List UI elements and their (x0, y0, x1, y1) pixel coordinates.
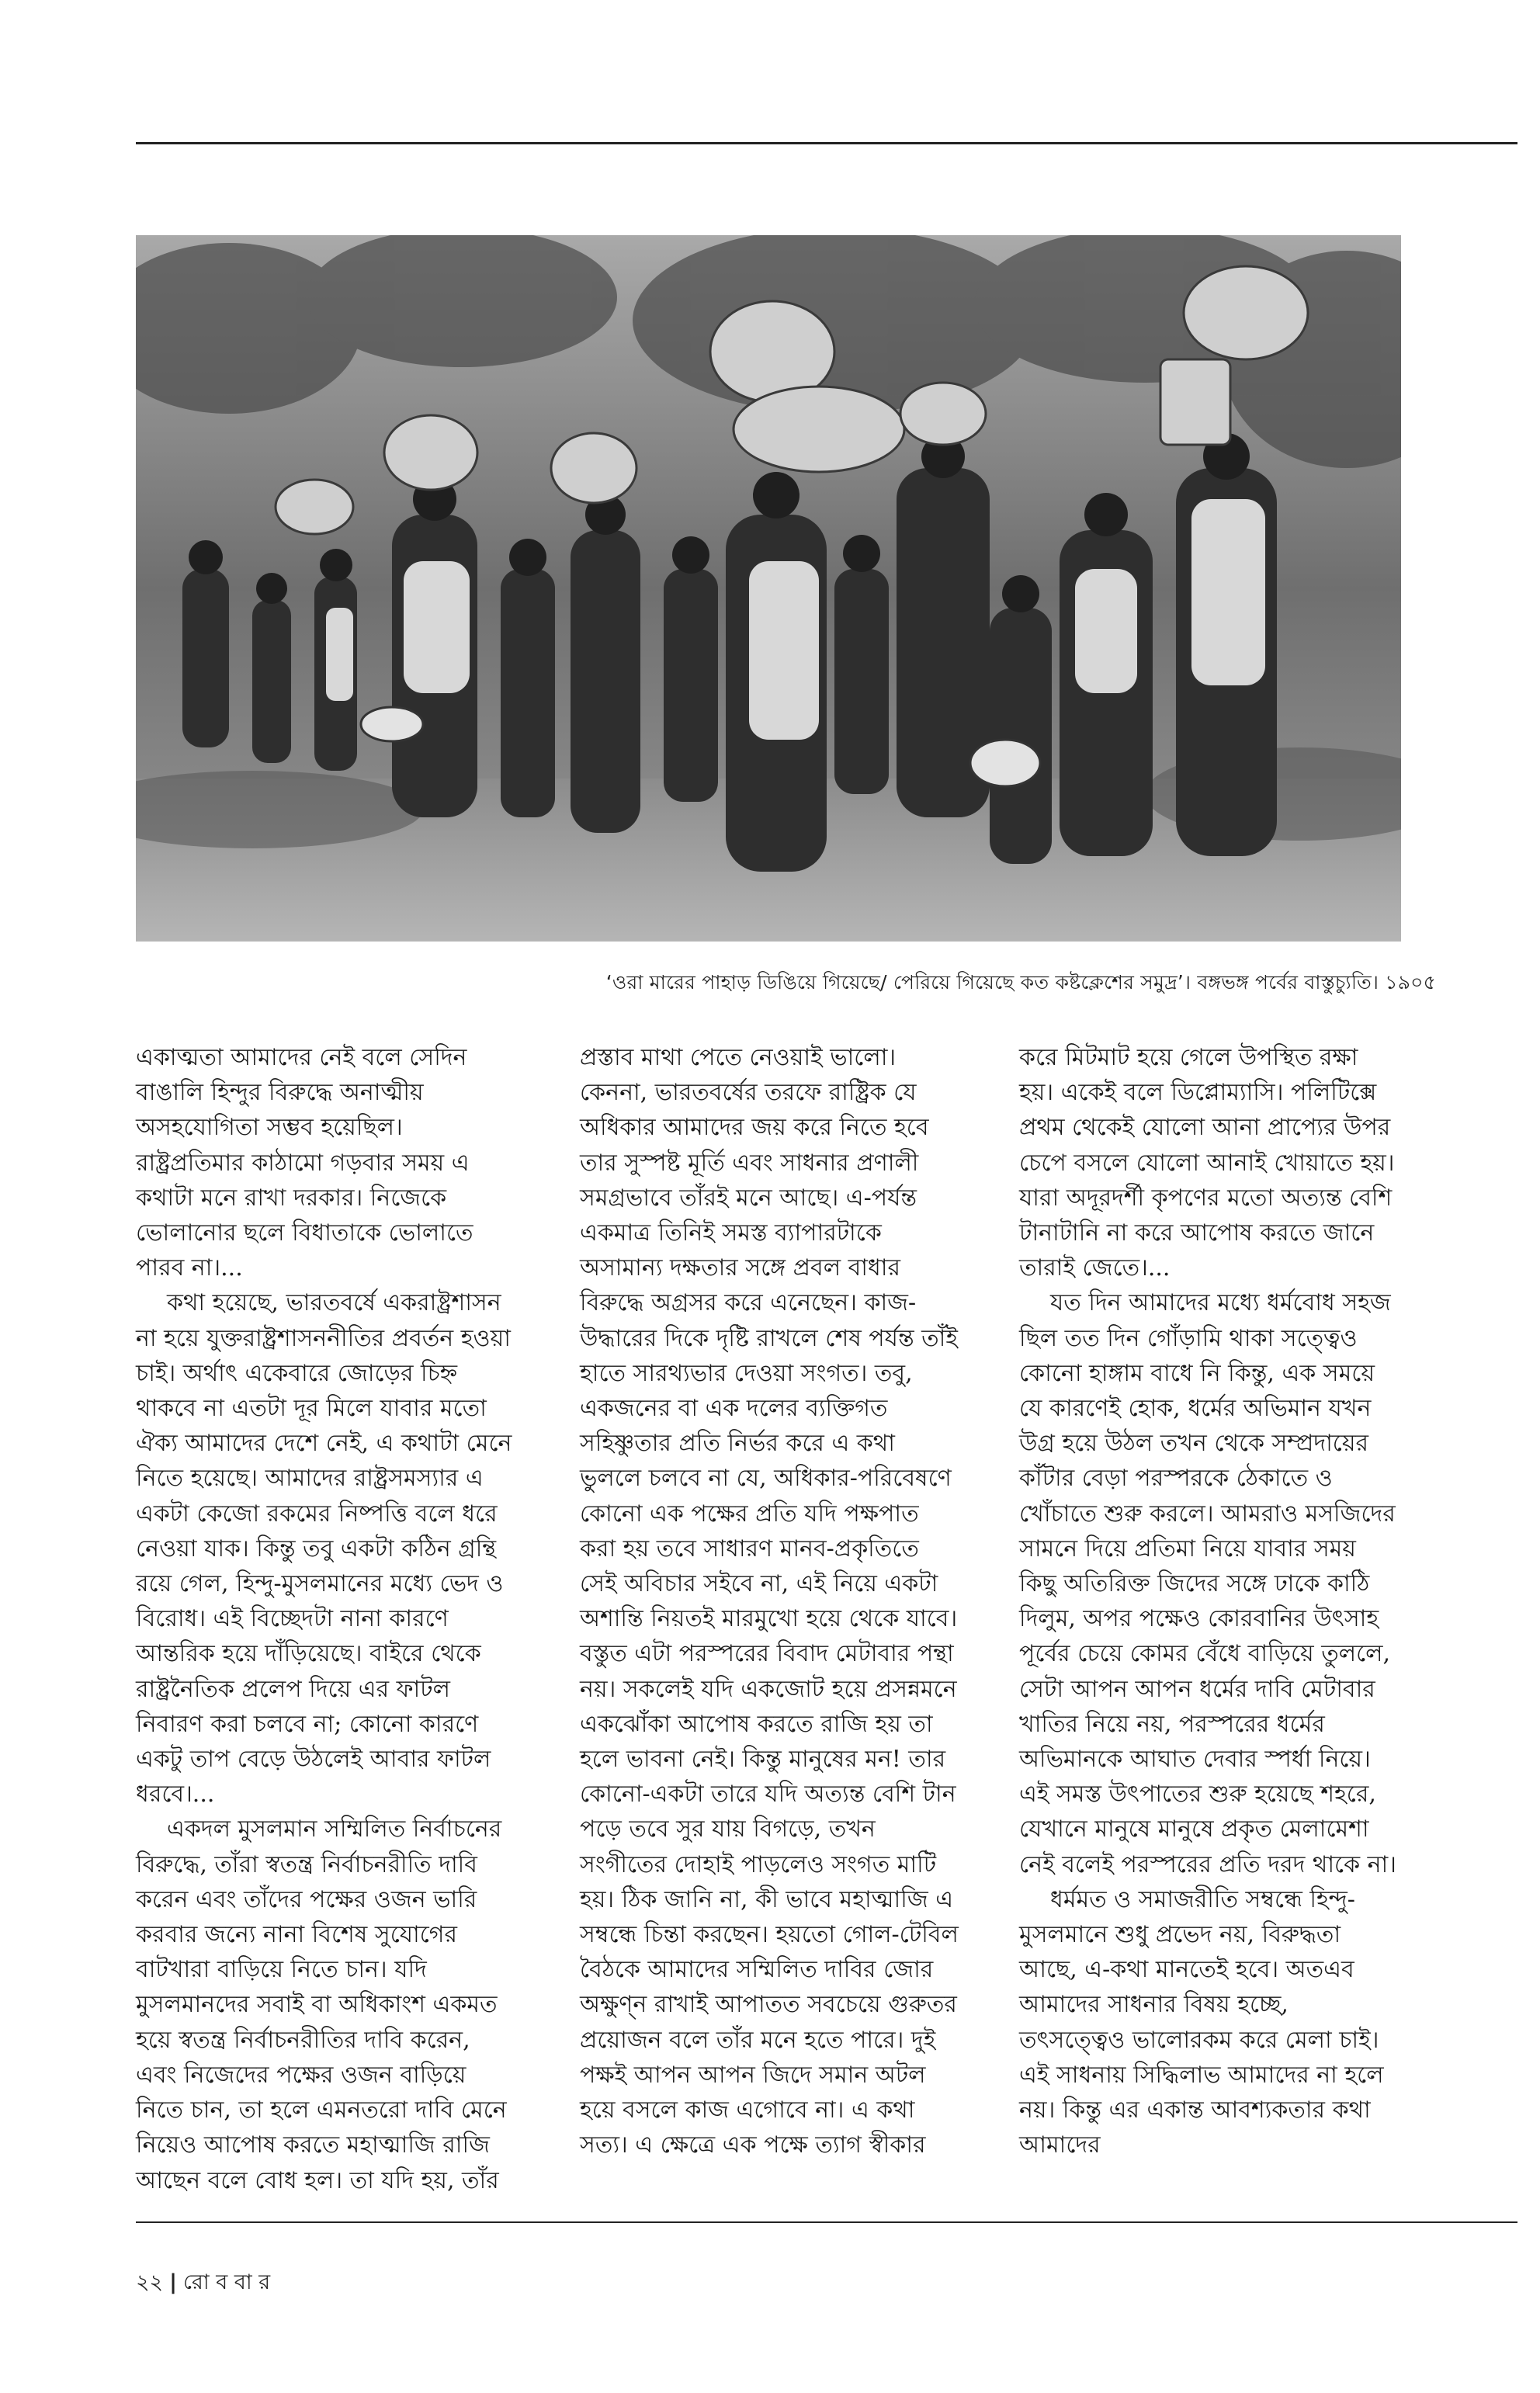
article-column-1 (136, 1040, 516, 2198)
page-footer (136, 2266, 270, 2301)
footer-separator: | (169, 2270, 177, 2294)
paragraph: কথা হয়েছে, ভারতবর্ষে একরাষ্ট্রশাসন না হয়ে যুক্তরাষ্ট্রশাসননীতির প্রবর্তন হওয়া চাই। অর্থাৎ একেবারে জোড়ের চিহ্ন থাকবে না এতটা দূর মিলে যাবার মতো ঐক্য আমাদের দেশে নেই, এ কথাটা মেনে নিতে হয়েছে। আমাদের রাষ্ট্রসমস্যার এ একটা কেজো রকমের নিষ্পত্তি বলে ধরে নেওয়া যাক। কিন্তু তবু একটা কঠিন গ্রন্থি রয়ে গেল, হিন্দু-মুসলমানের মধ্যে ভেদ ও বিরোধ। এই বিচ্ছেদটা নানা কারণে আন্তরিক হয়ে দাঁড়িয়েছে। বাইরে থেকে রাষ্ট্রনৈতিক প্রলেপ দিয়ে এর ফাটল নিবারণ করা চলবে না; কোনো কারণে একটু তাপ বেড়ে উঠলেই আবার ফাটল ধরবে।... (136, 1289, 512, 1809)
photo-caption: ‘ওরা মারের পাহাড় ডিঙিয়ে গিয়েছে/ পেরিয়ে গিয়েছে কত কষ্টক্লেশের সমুদ্র’। বঙ্গভঙ্গ পর্বের বাস্তুচ্যুতি। ১৯০৫ (605, 971, 1436, 994)
top-rule (136, 142, 1517, 144)
paragraph: করে মিটমাট হয়ে গেলে উপস্থিত রক্ষা হয়। একেই বলে ডিপ্লোম্যাসি। পলিটিক্সে প্রথম থেকেই যোলো আনা প্রাপ্যের উপর চেপে বসলে যোলো আনাই খোয়াতে হয়। যারা অদূরদর্শী কৃপণের মতো অত্যন্ত বেশি টানাটানি না করে আপোষ করতে জানে তারাই জেতে।... (1019, 1044, 1395, 1282)
bottom-rule (136, 2221, 1517, 2223)
paragraph: ধর্মমত ও সমাজরীতি সম্বন্ধে হিন্দু-মুসলমানে শুধু প্রভেদ নয়, বিরুদ্ধতা আছে, এ-কথা মানতেই হবে। অতএব আমাদের সাধনার বিষয় হচ্ছে, তৎসত্ত্বেও ভালোরকম করে মেলা চাই। এই সাধনায় সিদ্ধিলাভ আমাদের না হলে নয়। কিন্তু এর একান্ত আবশ্যকতার কথা আমাদের (1019, 1885, 1384, 2159)
paragraph: প্রস্তাব মাথা পেতে নেওয়াই ভালো। কেননা, ভারতবর্ষের তরফে রাষ্ট্রিক যে অধিকার আমাদের জয় করে নিতে হবে তার সুস্পষ্ট মূর্তি এবং সাধনার প্রণালী সমগ্রভাবে তাঁরই মনে আছে। এ-পর্যন্ত একমাত্র তিনিই সমস্ত ব্যাপারটাকে অসামান্য দক্ষতার সঙ্গে প্রবল বাধার বিরুদ্ধে অগ্রসর করে এনেছেন। কাজ-উদ্ধারের দিকে দৃষ্টি রাখলে শেষ পর্যন্ত তাঁই হাতে সারথ্যভার দেওয়া সংগত। তবু, একজনের বা এক দলের ব্যক্তিগত সহিষ্ণুতার প্রতি নির্ভর করে এ কথা ভুললে চলবে না যে, অধিকার-পরিবেষণে কোনো এক পক্ষের প্রতি যদি পক্ষপাত করা হয় তবে সাধারণ মানব-প্রকৃতিতে সেই অবিচার সইবে না, এই নিয়ে একটা অশান্তি নিয়তই মারমুখো হয়ে থেকে যাবে। বস্তুত এটা পরস্পরের বিবাদ মেটাবার পন্থা নয়। সকলেই যদি একজোট হয়ে প্রসন্নমনে একঝোঁকা আপোষ করতে রাজি হয় তা হলে ভাবনা নেই। কিন্তু মানুষের মন! তার কোনো-একটা তারে যদি অত্যন্ত বেশি টান পড়ে তবে সুর যায় বিগড়ে, তখন সংগীতের দোহাই পাড়লেও সংগত মাটি হয়। ঠিক জানি না, কী ভাবে মহাত্মাজি এ সম্বন্ধে চিন্তা করছেন। হয়তো গোল-টেবিল বৈঠকে আমাদের সম্মিলিত দাবির জোর অক্ষুণ্ন রাখাই আপাতত সবচেয়ে গুরুতর প্রয়োজন বলে তাঁর মনে হতে পারে। দুই পক্ষই আপন আপন জিদে সমান অটল হয়ে বসলে কাজ এগোবে না। এ কথা সত্য। এ ক্ষেত্রে এক পক্ষে ত্যাগ স্বীকার (580, 1044, 959, 2159)
paragraph: যত দিন আমাদের মধ্যে ধর্মবোধ সহজ ছিল তত দিন গোঁড়ামি থাকা সত্ত্বেও কোনো হাঙ্গাম বাধে নি কিন্তু, এক সময়ে যে কারণেই হোক, ধর্মের অভিমান যখন উগ্র হয়ে উঠল তখন থেকে সম্প্রদায়ের কাঁটার বেড়া পরস্পরকে ঠেকাতে ও খোঁচাতে শুরু করলে। আমরাও মসজিদের সামনে দিয়ে প্রতিমা নিয়ে যাবার সময় কিছু অতিরিক্ত জিদের সঙ্গে ঢাকে কাঠি দিলুম, অপর পক্ষেও কোরবানির উৎসাহ পূর্বের চেয়ে কোমর বেঁধে বাড়িয়ে তুললে, সেটা আপন আপন ধর্মের দাবি মেটাবার খাতির নিয়ে নয়, পরস্পরের ধর্মের অভিমানকে আঘাত দেবার স্পর্ধা নিয়ে। এই সমস্ত উৎপাতের শুরু হয়েছে শহরে, যেখানে মানুষে মানুষে প্রকৃত মেলামেশা নেই বলেই পরস্পরের প্রতি দরদ থাকে না। (1019, 1289, 1396, 1878)
page-number: ২২ (136, 2270, 164, 2294)
article-column-3 (1019, 1040, 1400, 2163)
refugee-photograph (136, 235, 1401, 942)
paragraph: একদল মুসলমান সম্মিলিত নির্বাচনের বিরুদ্ধে, তাঁরা স্বতন্ত্র নির্বাচনরীতি দাবি করেন এবং তাঁদের পক্ষের ওজন ভারি করবার জন্যে নানা বিশেষ সুযোগের বাটখারা বাড়িয়ে নিতে চান। যদি মুসলমানদের সবাই বা অধিকাংশ একমত হয়ে স্বতন্ত্র নির্বাচনরীতির দাবি করেন, এবং নিজেদের পক্ষের ওজন বাড়িয়ে নিতে চান, তা হলে এমনতরো দাবি মেনে নিয়েও আপোষ করতে মহাত্মাজি রাজি আছেন বলে বোধ হল। তা যদি হয়, তাঁর (136, 1816, 507, 2194)
paragraph: একাত্মতা আমাদের নেই বলে সেদিন বাঙালি হিন্দুর বিরুদ্ধে অনাত্মীয় অসহযোগিতা সম্ভব হয়েছিল। রাষ্ট্রপ্রতিমার কাঠামো গড়বার সময় এ কথাটা মনে রাখা দরকার। নিজেকে ভোলানোর ছলে বিধাতাকে ভোলাতে পারব না।... (136, 1044, 473, 1282)
article-column-2 (580, 1040, 960, 2163)
magazine-name: রো ব বা র (183, 2270, 271, 2294)
